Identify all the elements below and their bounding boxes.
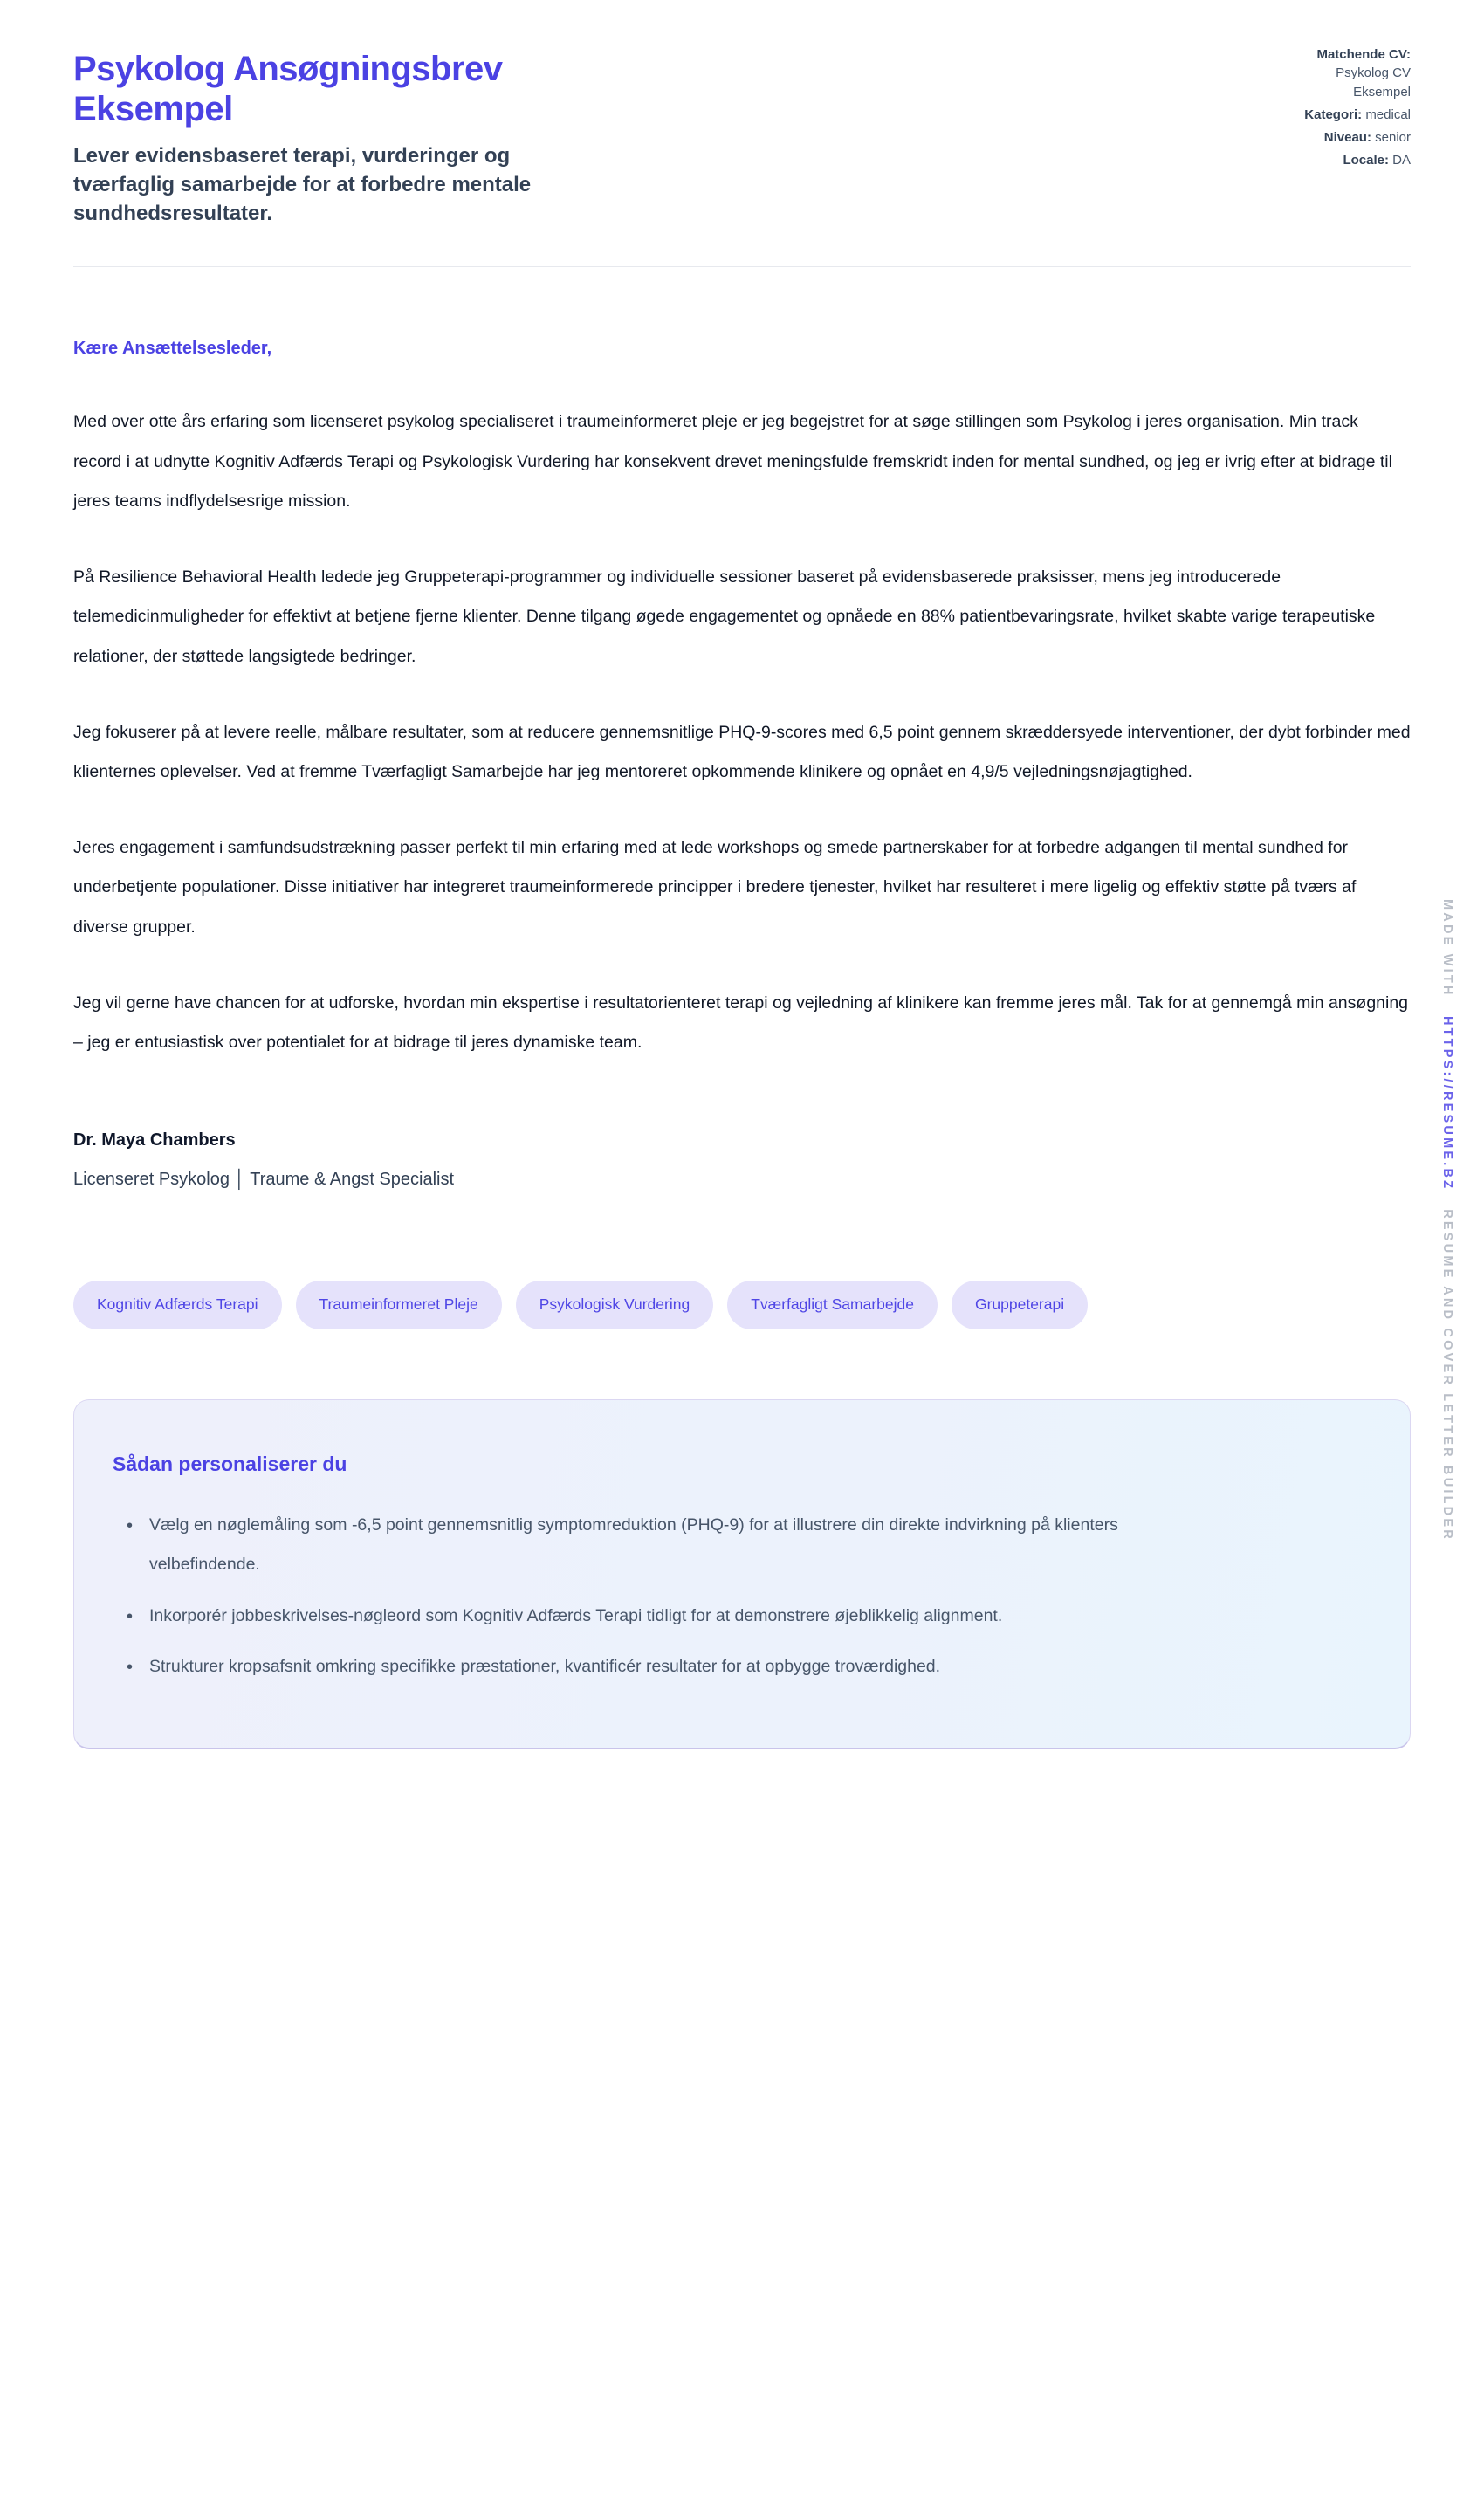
- page-subtitle: Lever evidensbaseret terapi, vurderinger og tværfaglig samarbejde for at forbedre mentale sundhedsresultater.: [73, 144, 532, 226]
- meta-matching-cv: [1297, 45, 1411, 101]
- page-header: [73, 42, 1411, 228]
- watermark-link[interactable]: HTTPS://RESUME.BZ: [1440, 1015, 1454, 1192]
- tip-item: • Vælg en nøglemåling som -6,5 point gennemsnitlig symptomreduktion (PHQ-9) for at illustrere din direkte indvirkning på klienters velbefindende.: [120, 1506, 1167, 1584]
- watermark: [1440, 899, 1454, 1542]
- meta-locale-value: DA: [1392, 153, 1411, 168]
- tip-item: • Strukturer kropsafsnit omkring specifikke præstationer, kvantificér resultater for at opbygge troværdighed.: [120, 1647, 1167, 1686]
- watermark-prefix: MADE WITH: [1440, 899, 1454, 998]
- letter-paragraph: Jeg vil gerne have chancen for at udforske, hvordan min ekspertise i resultatorienteret terapi og vejledning af klinikere kan fremme jeres mål. Tak for at gennemgå min ansøgning – jeg er entusiastisk over potentialet for at bidrage til jeres dynamiske team.: [73, 992, 1409, 1053]
- signature-block: [73, 1130, 1411, 1190]
- tips-box: [73, 1399, 1411, 1749]
- matching-cv-link[interactable]: Psykolog CV Eksempel: [1336, 65, 1411, 100]
- skill-tags: [73, 1281, 1295, 1329]
- meta-panel: [1297, 45, 1411, 175]
- letter-paragraph: Med over otte års erfaring som licenseret psykolog specialiseret i traumeinformeret pleje er jeg begejstret for at søge stillingen som Psykolog i jeres organisation. Min track record i at udnytte Kognitiv Adfærds Terapi og Psykologisk Vurdering har konsekvent drevet meningsfulde fremskridt inden for mental sundhed, og jeg er ivrig efter at bidrage til jeres teams indflydelsesrige mission.: [73, 412, 1392, 511]
- meta-category-value: medical: [1365, 106, 1411, 122]
- letter-greeting: Kære Ansættelsesleder,: [73, 339, 272, 359]
- signature-title: Licenseret Psykolog │ Traume & Angst Specialist: [73, 1170, 455, 1190]
- signature-name: Dr. Maya Chambers: [73, 1130, 236, 1150]
- skill-tag: Gruppeterapi: [952, 1281, 1088, 1329]
- letter-paragraph: Jeg fokuserer på at levere reelle, målbare resultater, som at reducere gennemsnitlige PHQ-9-scores med 6,5 point gennem skræddersyede interventioner, der dybt forbinder med klienternes oplevelser. Ved at fremme Tværfagligt Samarbejde har jeg mentoreret opkommende klinikere og opnået en 4,9/5 vejledningsnøjagtighed.: [73, 722, 1411, 781]
- meta-level-label: Niveau:: [1323, 130, 1371, 146]
- letter-body: [73, 339, 1411, 1190]
- letter-paragraph: På Resilience Behavioral Health ledede jeg Gruppeterapi-programmer og individuelle sessioner baseret på evidensbaserede praksisser, mens jeg introducerede telemedicinmuligheder for effektivt at betjene fjerne klienter. Denne tilgang øgede engagementet og opnåede en 88% patientbevaringsrate, hvilket skabte varige terapeutiske relationer, der støttede langsigtede bedringer.: [73, 567, 1376, 666]
- meta-level: [1297, 128, 1411, 147]
- skill-tag: Psykologisk Vurdering: [516, 1281, 714, 1329]
- skill-tag: Tværfagligt Samarbejde: [727, 1281, 938, 1329]
- header-divider: [73, 266, 1411, 267]
- letter-paragraph: Jeres engagement i samfundsudstrækning passer perfekt til min erfaring med at lede workshops og smede partnerskaber for at forbedre adgangen til mental sundhed for underbetjente populationer. Disse initiativer har integreret traumeinformerede principper i bredere tjenester, hvilket har resulteret i mere ligelig og effektiv støtte på tværs af diverse grupper.: [73, 838, 1357, 937]
- meta-category-label: Kategori:: [1304, 106, 1363, 122]
- header-title-block: [73, 42, 615, 228]
- page-title: Psykolog Ansøgningsbrev Eksempel: [73, 50, 503, 128]
- watermark-suffix: RESUME AND COVER LETTER BUILDER: [1440, 1209, 1454, 1542]
- meta-category: [1297, 106, 1411, 124]
- tips-title: Sådan personaliserer du: [113, 1452, 347, 1475]
- meta-locale-label: Locale:: [1343, 153, 1389, 168]
- skill-tag: Kognitiv Adfærds Terapi: [73, 1281, 282, 1329]
- tip-item: • Inkorporér jobbeskrivelses-nøgleord som Kognitiv Adfærds Terapi tidligt for at demonstrere øjeblikkelig alignment.: [120, 1597, 1167, 1636]
- skill-tag: Traumeinformeret Pleje: [296, 1281, 502, 1329]
- tips-list: [113, 1506, 1371, 1686]
- meta-matching-cv-label: Matchende CV:: [1316, 47, 1411, 62]
- meta-locale: [1297, 151, 1411, 169]
- meta-level-value: senior: [1375, 130, 1411, 146]
